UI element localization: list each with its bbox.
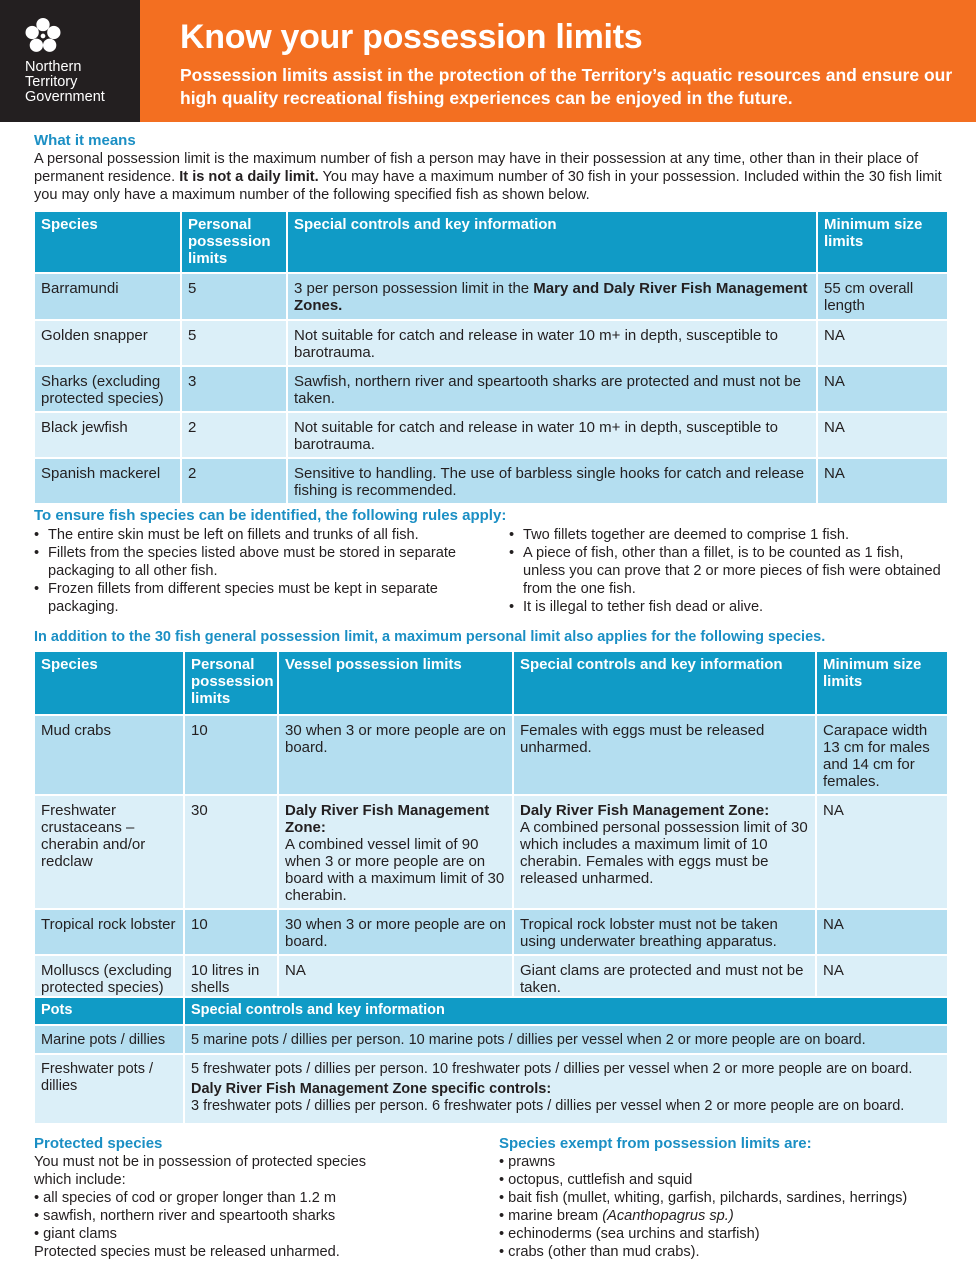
table-header-row [34,211,948,273]
species-cell: Golden snapper [34,320,181,366]
column-header: Minimum size limits [817,211,948,273]
info-cell: Sawfish, northern river and speartooth sharks are protected and must not be taken. [287,366,817,412]
additional-limits-title: In addition to the 30 fish general possession limit, a maximum personal limit also applies for the following species. [34,629,826,645]
info-cell: Tropical rock lobster must not be taken using underwater breathing apparatus. [513,909,816,955]
rules-list-right [509,526,949,616]
size-cell: NA [816,909,948,955]
list-item: • Fillets from the species listed above must be stored in separate packaging to all other fish. [34,544,484,580]
pot-type-cell: Freshwater pots / dillies [34,1054,184,1124]
logo-wordmark [25,60,105,105]
list-item: • all species of cod or groper longer than 1.2 m [34,1189,454,1207]
table-row [34,273,948,320]
table-row [34,909,948,955]
table-row [34,1025,948,1054]
info-cell [287,273,817,320]
limit-cell: 3 [181,366,287,412]
vessel-limit-cell: NA [278,955,513,1001]
not-daily-limit-text: It is not a daily limit. [179,169,319,185]
list-item [499,1207,959,1225]
size-cell: NA [817,412,948,458]
personal-limit-cell: 30 [184,795,278,909]
protected-intro: You must not be in possession of protected species which include: [34,1154,367,1188]
zone-heading: Daly River Fish Management Zone specific controls: [191,1081,552,1097]
column-header: Vessel possession limits [278,651,513,715]
column-header: Minimum size limits [816,651,948,715]
info-cell: Not suitable for catch and release in water 10 m+ in depth, susceptible to barotrauma. [287,412,817,458]
species-cell: Barramundi [34,273,181,320]
vessel-limit-cell: 30 when 3 or more people are on board. [278,715,513,795]
exempt-list [499,1153,959,1261]
limit-cell: 5 [181,273,287,320]
page-title: Know your possession limits [180,18,643,56]
additional-limits-table [33,650,949,1002]
column-header: Species [34,211,181,273]
size-cell: NA [816,795,948,909]
pot-info-text: 3 freshwater pots / dillies per person. 6 freshwater pots / dillies per vessel when 2 or more people are on board. [191,1098,905,1114]
pot-info-text: 5 freshwater pots / dillies per person. 10 freshwater pots / dillies per vessel when 2 or more people are on board. [191,1061,913,1077]
column-header: Special controls and key information [184,997,948,1025]
protected-list [34,1189,454,1243]
pot-type-cell: Marine pots / dillies [34,1025,184,1054]
protected-species-section [34,1135,454,1261]
protected-footer: Protected species must be released unharmed. [34,1244,340,1260]
zone-heading: Daly River Fish Management Zone: [520,802,770,819]
list-item: • prawns [499,1153,959,1171]
info-bold-text: Mary and Daly River Fish Management Zones. [294,280,808,314]
info-cell: Not suitable for catch and release in water 10 m+ in depth, susceptible to barotrauma. [287,320,817,366]
column-header: Special controls and key information [513,651,816,715]
limit-cell: 2 [181,412,287,458]
species-cell: Freshwater crustaceans – cherabin and/or redclaw [34,795,184,909]
what-it-means-text [34,150,954,204]
vessel-limit-cell: 30 when 3 or more people are on board. [278,909,513,955]
personal-limit-cell: 10 litres in shells [184,955,278,1001]
logo-line: Government [25,89,105,105]
personal-limit-cell: 10 [184,909,278,955]
table-header-row [34,651,948,715]
species-cell: Sharks (excluding protected species) [34,366,181,412]
exempt-species-section [499,1135,959,1261]
list-item: • The entire skin must be left on fillets and trunks of all fish. [34,526,484,544]
species-cell: Tropical rock lobster [34,909,184,955]
list-item: • Two fillets together are deemed to comprise 1 fish. [509,526,949,544]
column-header: Species [34,651,184,715]
table-row [34,715,948,795]
list-item: • bait fish (mullet, whiting, garfish, pilchards, sardines, herrings) [499,1189,959,1207]
what-it-means-title: What it means [34,132,136,149]
info-cell [513,795,816,909]
size-cell: 55 cm overall length [817,273,948,320]
species-cell: Molluscs (excluding protected species) [34,955,184,1001]
column-header: Personal possession limits [181,211,287,273]
title-banner [140,0,976,122]
list-item: • echinoderms (sea urchins and starfish) [499,1225,959,1243]
logo-line: Northern [25,59,82,75]
info-cell: Sensitive to handling. The use of barbless single hooks for catch and release fishing is recommended. [287,458,817,504]
size-cell: NA [817,320,948,366]
table-row [34,320,948,366]
vessel-limit-cell [278,795,513,909]
pot-info-cell: 5 marine pots / dillies per person. 10 marine pots / dillies per vessel when 2 or more people are on board. [184,1025,948,1054]
list-item: • A piece of fish, other than a fillet, is to be counted as 1 fish, unless you can prove that 2 or more pieces of fish were obtained from the one fish. [509,544,949,598]
intro-text: A personal possession limit is the maximum number of fish a person may have in their possession at any time, other than in their place of permanent residence. [34,151,919,185]
nt-government-logo [0,0,140,122]
desert-rose-icon [24,17,62,55]
pot-info-cell [184,1054,948,1124]
list-item: • sawfish, northern river and speartooth sharks [34,1207,454,1225]
list-item: • crabs (other than mud crabs). [499,1243,959,1261]
rules-title: To ensure fish species can be identified, the following rules apply: [34,507,507,524]
column-header: Personal possession limits [184,651,278,715]
table-row [34,458,948,504]
size-cell: Carapace width 13 cm for males and 14 cm for females. [816,715,948,795]
column-header: Pots [34,997,184,1025]
personal-limit-cell: 10 [184,715,278,795]
table-row [34,1054,948,1124]
bream-text: marine bream [508,1208,603,1224]
zone-heading: Daly River Fish Management Zone: [285,802,490,836]
species-cell: Mud crabs [34,715,184,795]
bream-scientific-name: (Acanthopagrus sp.) [602,1208,734,1224]
species-cell: Black jewfish [34,412,181,458]
list-item: • giant clams [34,1225,454,1243]
possession-limits-table [33,210,949,505]
list-item: • Frozen fillets from different species must be kept in separate packaging. [34,580,484,616]
table-row [34,955,948,1001]
table-header-row [34,997,948,1025]
info-text: 3 per person possession limit in the [294,280,534,297]
logo-line: Territory [25,74,78,90]
info-cell: Females with eggs must be released unharmed. [513,715,816,795]
exempt-species-title: Species exempt from possession limits are: [499,1135,812,1152]
info-cell: Giant clams are protected and must not be taken. [513,955,816,1001]
limit-cell: 2 [181,458,287,504]
protected-species-title: Protected species [34,1135,163,1152]
rules-list-left [34,526,484,616]
limit-cell: 5 [181,320,287,366]
list-item: • octopus, cuttlefish and squid [499,1171,959,1189]
table-row [34,366,948,412]
page-subtitle: Possession limits assist in the protection of the Territory’s aquatic resources and ensure our high quality recreational fishing experiences can be enjoyed in the future. [180,65,953,108]
size-cell: NA [817,366,948,412]
intro-text-cont: You may have a maximum number of 30 fish in your possession. Included within the 30 fish limit you may only have a maximum number of the following specified fish as shown below. [34,169,942,203]
list-item: • It is illegal to tether fish dead or alive. [509,598,949,616]
vessel-text: A combined vessel limit of 90 when 3 or more people are on board with a maximum limit of 30 cherabin. [285,836,505,904]
size-cell: NA [817,458,948,504]
column-header: Special controls and key information [287,211,817,273]
table-row [34,795,948,909]
info-text: A combined personal possession limit of 30 which includes a maximum limit of 10 cherabin. Females with eggs must be released unharmed. [520,819,808,887]
species-cell: Spanish mackerel [34,458,181,504]
size-cell: NA [816,955,948,1001]
pots-table [33,996,949,1125]
table-row [34,412,948,458]
page-header [0,0,976,122]
